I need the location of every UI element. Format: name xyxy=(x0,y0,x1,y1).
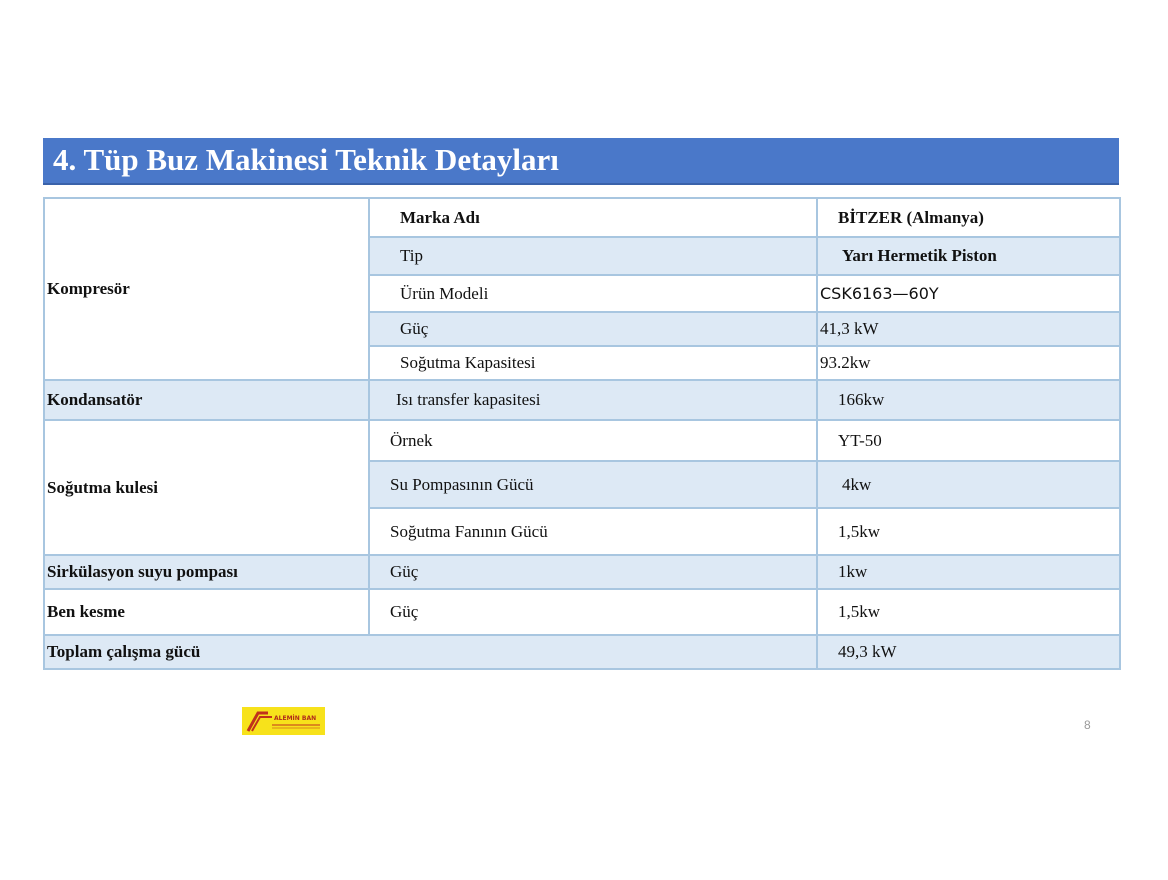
title-bar xyxy=(43,138,1119,185)
category-cell: Ben kesme xyxy=(44,589,369,635)
total-label-cell: Toplam çalışma gücü xyxy=(44,635,817,669)
table-row xyxy=(44,635,1120,669)
page-number: 8 xyxy=(1084,718,1091,732)
parameter-cell: Isı transfer kapasitesi xyxy=(369,380,817,420)
parameter-cell: Su Pompasının Gücü xyxy=(369,461,817,508)
parameter-cell: Güç xyxy=(369,312,817,346)
value-cell: Yarı Hermetik Piston xyxy=(817,237,1120,275)
parameter-cell: Soğutma Fanının Gücü xyxy=(369,508,817,555)
value-cell: 1,5kw xyxy=(817,508,1120,555)
parameter-cell: Marka Adı xyxy=(369,198,817,237)
parameter-cell: Soğutma Kapasitesi xyxy=(369,346,817,380)
category-cell: Sirkülasyon suyu pompası xyxy=(44,555,369,589)
value-cell: 1kw xyxy=(817,555,1120,589)
value-cell: BİTZER (Almanya) xyxy=(817,198,1120,237)
parameter-cell: Örnek xyxy=(369,420,817,461)
table-row xyxy=(44,420,1120,461)
company-logo xyxy=(242,707,325,735)
parameter-cell: Tip xyxy=(369,237,817,275)
value-cell: YT-50 xyxy=(817,420,1120,461)
table-row xyxy=(44,380,1120,420)
table-row xyxy=(44,589,1120,635)
parameter-cell: Güç xyxy=(369,555,817,589)
total-value-cell: 49,3 kW xyxy=(817,635,1120,669)
parameter-cell: Ürün Modeli xyxy=(369,275,817,312)
value-cell: 166kw xyxy=(817,380,1120,420)
value-cell: CSK6163—60Y xyxy=(817,275,1120,312)
logo-text: ALEMİN BAN xyxy=(274,715,317,722)
value-cell: 1,5kw xyxy=(817,589,1120,635)
value-cell: 4kw xyxy=(817,461,1120,508)
table-row xyxy=(44,555,1120,589)
value-cell: 93.2kw xyxy=(817,346,1120,380)
page-title: 4. Tüp Buz Makinesi Teknik Detayları xyxy=(53,142,559,177)
parameter-cell: Güç xyxy=(369,589,817,635)
category-cell: Kondansatör xyxy=(44,380,369,420)
category-cell: Kompresör xyxy=(44,198,369,380)
category-cell: Soğutma kulesi xyxy=(44,420,369,555)
value-cell: 41,3 kW xyxy=(817,312,1120,346)
table-row xyxy=(44,198,1120,237)
spec-table xyxy=(43,197,1121,670)
